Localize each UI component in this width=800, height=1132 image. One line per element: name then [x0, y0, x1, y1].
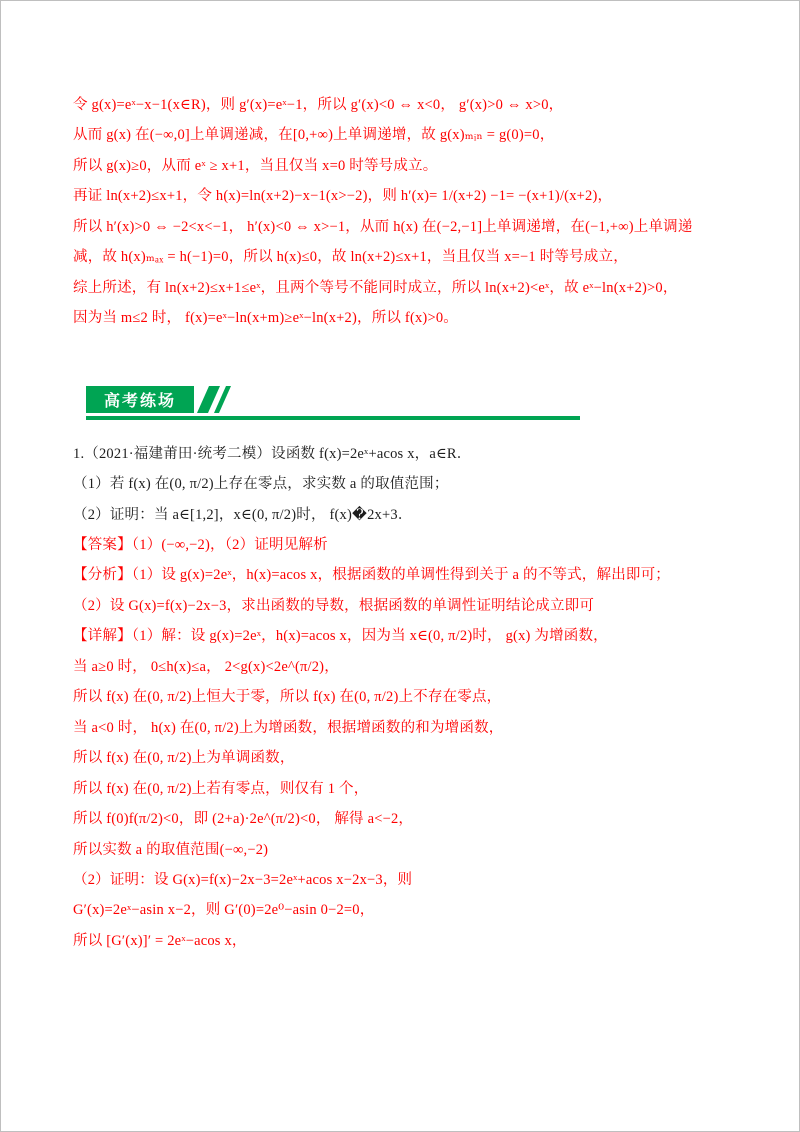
- text-line: 综上所述，有 ln(x+2)≤x+1≤eˣ，且两个等号不能同时成立，所以 ln(x+2)<eˣ，故 eˣ−ln(x+2)>0，: [73, 279, 678, 296]
- text-line: 令 g(x)=eˣ−x−1(x∈R)，则 g′(x)=eˣ−1，所以 g′(x)<0 ⇔ x<0， g′(x)>0 ⇔ x>0，: [73, 97, 564, 113]
- text-line: 所以 g(x)≥0，从而 eˣ ≥ x+1，当且仅当 x=0 时等号成立。: [73, 157, 438, 174]
- proof-block: [73, 95, 729, 330]
- banner-label-box: [86, 386, 194, 413]
- solution-line: 当 a<0 时， h(x) 在(0, π/2)上为增函数，根据增函数的和为增函数，: [73, 719, 504, 736]
- text-line: 再证 ln(x+2)≤x+1，令 h(x)=ln(x+2)−x−1(x>−2)，则 h′(x)= 1/(x+2) −1= −(x+1)/(x+2)，: [73, 188, 613, 205]
- solution-line: 当 a≥0 时， 0≤h(x)≤a， 2<g(x)<2e^(π/2)，: [73, 658, 339, 675]
- solution-line: 所以 f(x) 在(0, π/2)上若有零点，则仅有 1 个，: [73, 780, 369, 797]
- exercise-solution: [73, 535, 729, 952]
- section-banner: [86, 386, 729, 413]
- problem-part-line: （2）证明：当 a∈[1,2]，x∈(0, π/2)时， f(x)�2x+3．: [73, 506, 413, 523]
- banner-title: 高考练场: [104, 392, 177, 410]
- answer-line: 【答案】（1）(−∞,−2)，（2）证明见解析: [73, 536, 328, 553]
- solution-line: 所以实数 a 的取值范围(−∞,−2): [73, 841, 269, 858]
- text-line: 从而 g(x) 在(−∞,0]上单调递减，在[0,+∞)上单调递增，故 g(x)ₘᵢₙ = g(0)=0，: [73, 127, 555, 144]
- solution-line: G′(x)=2eˣ−asin x−2，则 G′(0)=2e⁰−asin 0−2=0，: [73, 902, 375, 919]
- text-line: 因为当 m≤2 时， f(x)=eˣ−ln(x+m)≥eˣ−ln(x+2)，所以 f(x)>0。: [73, 310, 458, 327]
- solution-line: 所以 [G′(x)]′ = 2eˣ−acos x，: [73, 932, 247, 949]
- solution-line: 所以 f(x) 在(0, π/2)上为单调函数，: [73, 750, 295, 767]
- problem-title-line: 1.（2021·福建莆田·统考二模）设函数 f(x)=2eˣ+acos x，a∈R．: [73, 445, 472, 462]
- text-line: 所以 h′(x)>0 ⇔ −2<x<−1， h′(x)<0 ⇔ x>−1，从而 h(x) 在(−2,−1]上单调递增，在(−1,+∞)上单调递: [73, 218, 693, 235]
- solution-line: （2）证明：设 G(x)=f(x)−2x−3=2eˣ+acos x−2x−3，则: [73, 871, 413, 888]
- problem-part-line: （1）若 f(x) 在(0, π/2)上存在零点，求实数 a 的取值范围；: [73, 476, 449, 493]
- solution-line: 所以 f(x) 在(0, π/2)上恒大于零，所以 f(x) 在(0, π/2)上不存在零点，: [73, 689, 502, 706]
- exercise-problem: [73, 444, 729, 526]
- analysis-line: 【分析】（1）设 g(x)=2eˣ，h(x)=acos x，根据函数的单调性得到关于 a 的不等式，解出即可；: [73, 567, 670, 584]
- solution-line: 所以 f(0)f(π/2)<0，即 (2+a)·2e^(π/2)<0， 解得 a<−2，: [73, 811, 414, 828]
- text-line: 减，故 h(x)ₘₐₓ = h(−1)=0，所以 h(x)≤0，故 ln(x+2)≤x+1，当且仅当 x=−1 时等号成立，: [73, 249, 628, 266]
- analysis-line: （2）设 G(x)=f(x)−2x−3，求出函数的导数，根据函数的单调性证明结论成立即可: [73, 597, 595, 614]
- banner-underline: [86, 416, 580, 420]
- solution-line: 【详解】（1）解：设 g(x)=2eˣ，h(x)=acos x，因为当 x∈(0, π/2)时， g(x) 为增函数，: [73, 628, 608, 645]
